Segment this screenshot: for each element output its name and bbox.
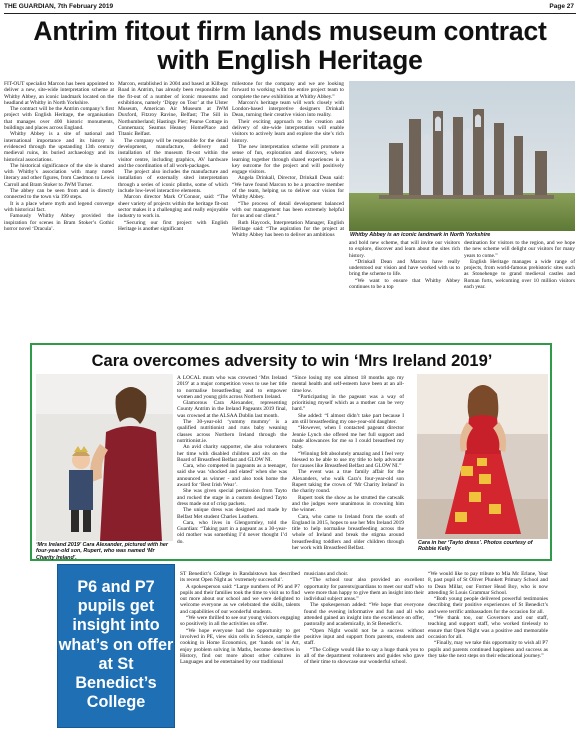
st-benedicts-column-3: “We would like to pay tribute to Mia Mc Erlane, Year 8, past pupil of St Oliver Plunkett Primary School and to Dean Millar, our Former Head Boy, who is now attending St Louis Grammar School. “Both young people delivered powerful testimonies describing their positive experiences of St Benedict’s and were terrific ambassadors for the occasion for all. “We thank too, our Governors and our staff, teaching and support staff, who worked tirelessly to ensure that Open Night was a positive and memorable occasion for all. “Finally, may we take this opportunity to wish all P7 pupils and parents continued happiness and success as they take the next steps on their educational journey.”	[428, 571, 548, 659]
cara-column-1: A LOCAL mum who was crowned ‘Mrs Ireland 2019’ at a major competition vows to use her title to normalise breastfeeding and to empower women and young girls across Northern Ireland. Glamorous Cara Alexander, representing County Antrim in the Ireland Pageants 2019 final, was crowned at the ALSAA Dublin last month. The 30-year-old ‘yummy mummy’ is a qualified nutritionist and runs baby weaning classes across Northern Ireland through the nutritionist.ie. An avid charity supporter, she also volunteers her time with disabled children and sits on the Board of Breastfeed Belfast and GLOW NI. Cara, who competed in pageants as a teenager, said she was ‘shocked and elated’ when she was announced as winner - and also took home the award for ‘Best Irish Wear’. She was given special permission from Tayto and rocked the stage in a custom designed Tayto dress made out of crisp packets. The unique dress was designed and made by Belfast Met student Charles Leathem. Cara, who lives in Glengormley, told the Guardian: “Taking part in a pageant as a 30-year-old mother was something I’d never thought I’d do.	[177, 375, 287, 545]
marcon-column-5: destination for visitors to the region, and we hope the new scheme will delight our visitors for many years to come.” English Heritage manages a wide range of projects, from world-famous prehistoric sites such as Stonehenge to grand medieval castles and Roman forts, welcoming over 10 million visitors each year.	[464, 240, 575, 291]
st-benedicts-column-1: ST Benedict’s College in Randalstown has described its recent Open Night as ‘extremely successful’. A spokesperson said: “Large numbers of P6 and P7 pupils and their families took the time to visit us to find out more about our school and we were delighted to welcome everyone as we celebrated the skills, talents and capabilities of our wonderful students. “We were thrilled to see our young visitors engaging so positively in all the activities on offer. “We hope everyone had the opportunity to get involved in PE, view skin cells in Science, sample the cooking in Home Economics, get ‘hands on’ in Art, enjoy problem solving in Maths, become detectives in History, find out more about other cultures in Languages and be entertained by our traditional	[180, 571, 300, 666]
st-benedicts-headline: P6 and P7 pupils get insight into what’s on offer at St Benedict’s College	[58, 578, 174, 712]
cara-right-caption: Cara in her ‘Tayto dress’. Photos courtesy of Robbie Kelly	[418, 540, 533, 553]
cara-headline: Cara overcomes adversity to win ‘Mrs Ireland 2019’	[91, 352, 493, 370]
marcon-column-1: FIT-OUT specialist Marcon has been appointed to deliver a new, site-wide interpretation scheme at Whitby Abbey, an iconic landmark located on the headland at Whitby in North Yorkshire. The contract will be the Antrim company’s first project with English Heritage, the organisation that manages over 400 historic monuments, buildings and places across England. Whitby Abbey is a site of national and international importance and its history is evidenced through the upstanding 13th century medieval ruins, its buried archaeology and its historical associations. The historical significance of the site is shared with Whitby’s association with many noted literary and other figures, from Caedmon to Lewis Carroll and Bram Stoker to JWM Turner. The abbey can be seen from and is directly connected to the town via 199 steps. It is a place where myth and legend converge with historical fact. Famously Whitby Abbey provided the inspiration for scenes in Bram Stoker’s Gothic horror novel ‘Dracula’.	[4, 81, 114, 232]
cara-column-2: “Since losing my son almost 18 months ago my mental health and self-esteem have been at an all-time low. “Participating in the pageant was a way of prioritising myself which as a mother can be very hard.” She added: “I almost didn’t take part because I am still breastfeeding my one-year-old daughter. “However, when I contacted pageant director Jennie Lynch she offered me her full support and made allowances for me so I could breastfeed my baby. “Winning felt absolutely amazing and I feel very blessed to be able to use my title to help advocate for causes like Breastfeed Belfast and GLOW NI.” The event was a true family affair for the Alexanders, who walk Cara’s four-year-old son Rupert taking the crown of ‘Mr Charity Ireland’ in the charity round. Rupert took the show as he strutted the catwalk and the judges were unanimous in crowning him the winner. Cara, who came to Ireland from the south of England in 2015, hopes to use her Mrs Ireland 2019 title to help normalise breastfeeding across the whole of Ireland and break the stigma around breastfeeding toddlers and older children through her work with Breastfeed Belfast.	[292, 375, 404, 552]
masthead-rule	[4, 13, 576, 14]
marcon-column-3: milestone for the company and we are looking forward to working with the entire project team to complete the new exhibition at Whitby Abbey.” Marcon’s heritage team will work closely with London-based interpretive designers Drinkall Dean, turning their creative vision into reality. Their exciting approach to the creation and delivery of site-wide interpretation will enable visitors to actively learn and explore the site’s rich history. The new interpretation scheme will promote a sense of fun, exploration and discovery, where learning together through shared experiences is a key outcome for the project and will positively engage visitors. Angela Drinkall, Director, Drinkall Dean said: “We have found Marcon to be a proactive member of the team, helping us to deliver our vision for Whitby Abbey. “The process of detail development balanced with our management has been extremely helpful for us and our client.” Ruth Haycock, Interpretation Manager, English Heritage said: “The aspiration for the project at Whitby Abbey has been to deliver an ambitious	[232, 81, 344, 239]
page-number: Page 27	[549, 3, 574, 10]
marcon-column-4: and bold new scheme, that will invite our visitors to explore, discover and learn about the sites rich history. “Drinkall Dean and Marcon have really understood our vision and have worked with us to bring the scheme to life. “We want to ensure that Whitby Abbey continues to be a top	[349, 240, 460, 291]
st-benedicts-column-2: musicians and choir. “The school tour also provided an excellent opportunity for parents/guardians to meet our staff who were more than happy to give them an insight into their individual subject areas.” The spokesperson added: “We hope that everyone found the evening informative and fun and all who attended gained an insight into the excellence on offer, pastorally and academically, in St Benedict’s. “Open Night would not be a success without positive input and support from parents, students and staff. “The College would like to say a huge thank you to all of the department volunteers and guides who gave of their time to showcase our wonderful school.	[304, 571, 424, 666]
abbey-photo	[349, 81, 575, 231]
publication-line: THE GUARDIAN, 7th February 2019	[4, 3, 114, 10]
cara-left-caption: ‘Mrs Ireland 2019’ Cara Alexander, pictured with her four-year-old son, Rupert, who was named ‘Mr Charity Ireland’.	[36, 542, 169, 560]
abbey-caption: Whitby Abbey is an iconic landmark in North Yorkshire	[350, 232, 491, 238]
mother-and-son-photo	[36, 374, 173, 541]
marcon-headline: Antrim fitout firm lands museum contract with English Heritage	[33, 16, 547, 75]
tayto-dress-photo	[417, 374, 548, 539]
masthead	[4, 2, 576, 12]
marcon-column-2: Marcon, established in 2004 and based at Kilbegs Road in Antrim, has already been responsible for the fit-out of a number of iconic museums and exhibitions, namely ‘Dippy on Tour’ at the Ulster Museum, American Air Museum at IWM Duxford, Fitzroy Ravine, Belfast; The Sill in Northumberland; Hastings Pier; Pearse Cottage in Connemara; Seamus Heaney HomePlace and Titanic Belfast. The company will be responsible for the detail development, manufacture, delivery and installation of the museum fit-out within the visitor centre, including graphics, AV hardware and the coordination of all work-packages. The project also includes the manufacture and installation of externally sited interpretation through a series of iconic plinths, some of which include low-level interactive elements. Marcon director Mark O’Connor, said: “The sheer variety of projects within the heritage fit-out sector makes it a challenging and really enjoyable industry to work in. “Securing our first project with English Heritage is another significant	[118, 81, 228, 232]
